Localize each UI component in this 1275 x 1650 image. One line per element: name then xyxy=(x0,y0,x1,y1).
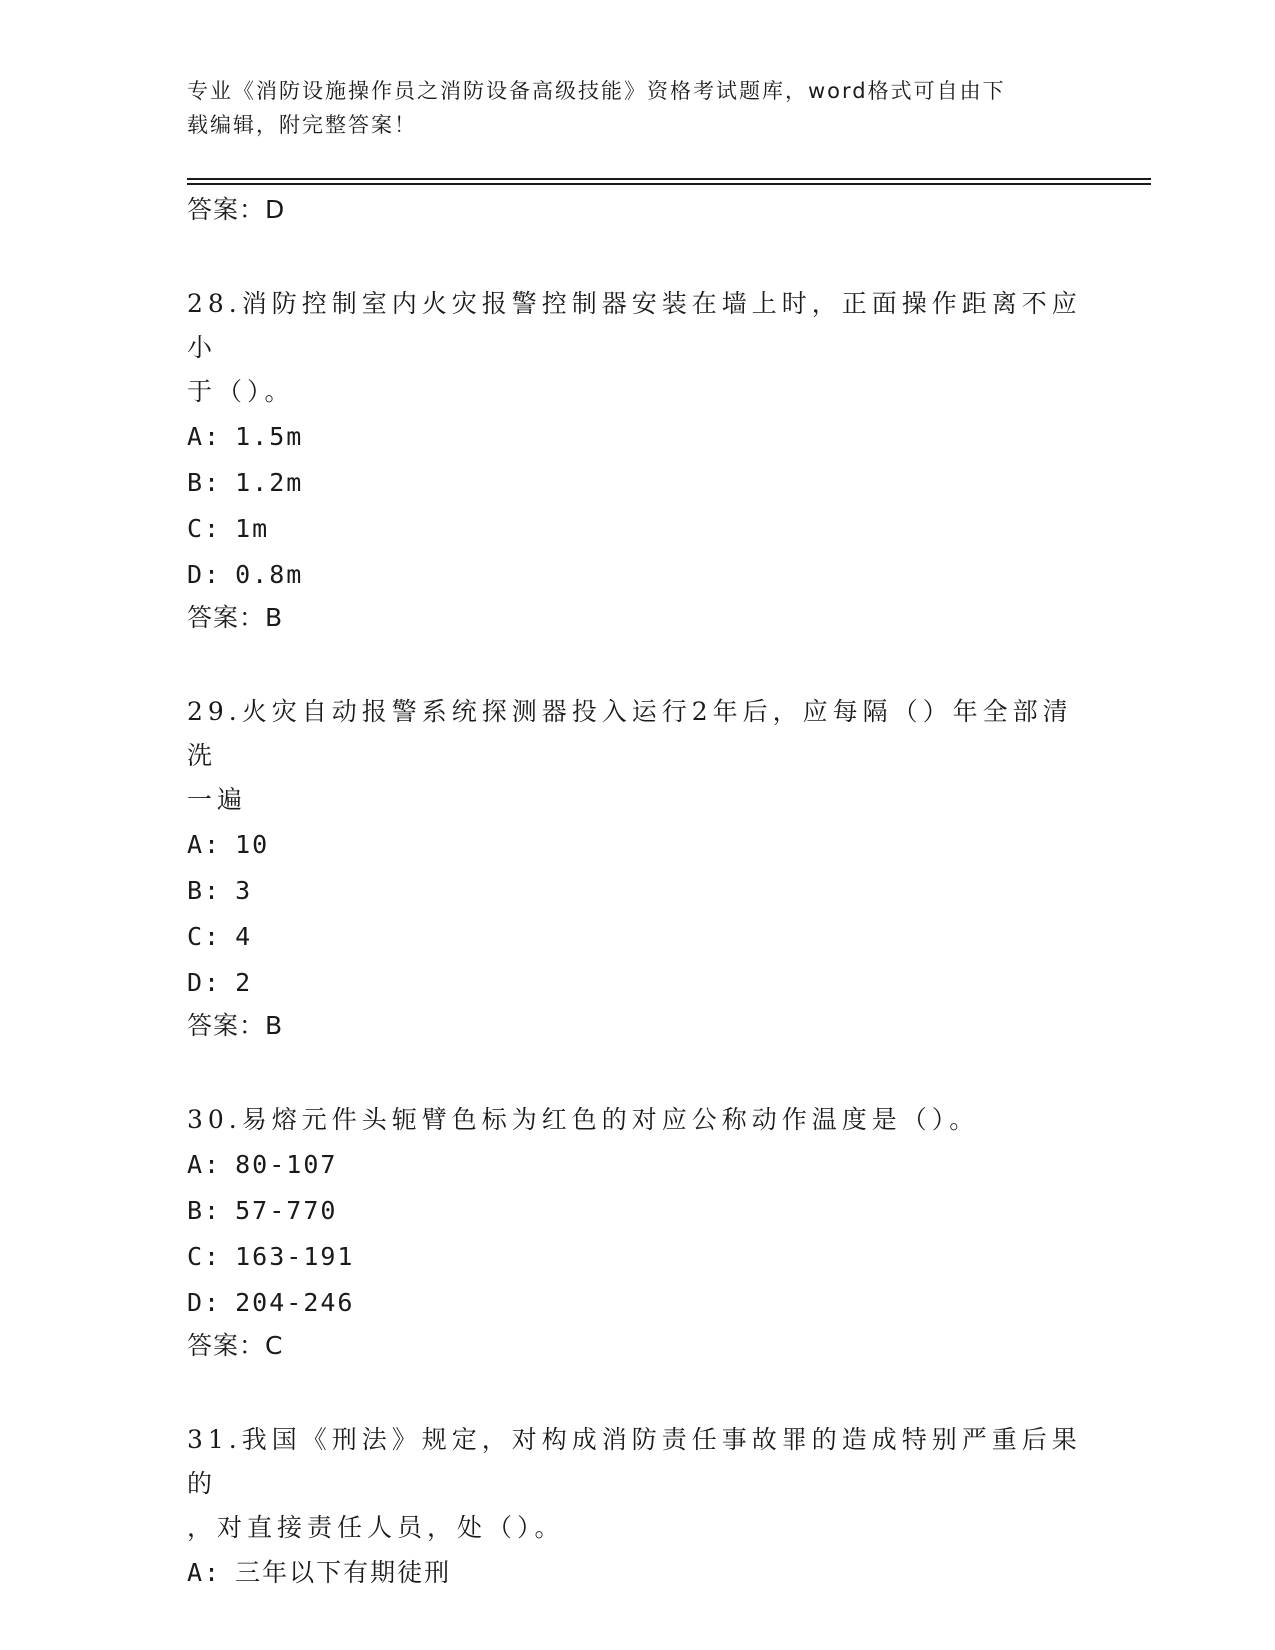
option-value: 0.8m xyxy=(235,560,304,589)
option-d xyxy=(187,960,1087,1006)
option-b xyxy=(187,1188,1087,1234)
question-29 xyxy=(187,690,1087,1046)
option-label: C: xyxy=(187,922,222,951)
question-line-1: 29.火灾自动报警系统探测器投入运行2年后，应每隔（）年全部清洗 xyxy=(187,697,1073,770)
option-b xyxy=(187,868,1087,914)
option-value: 1m xyxy=(235,514,270,543)
question-line-2: 于（）。 xyxy=(187,377,295,406)
option-a xyxy=(187,414,1087,460)
option-a xyxy=(187,1550,1087,1596)
option-c xyxy=(187,506,1087,552)
question-text xyxy=(187,1418,1087,1550)
option-c xyxy=(187,914,1087,960)
option-value: 4 xyxy=(235,922,253,951)
option-label: A: xyxy=(187,1150,222,1179)
option-label: A: xyxy=(187,422,222,451)
option-b xyxy=(187,460,1087,506)
question-line-1: 28.消防控制室内火灾报警控制器安装在墙上时，正面操作距离不应小 xyxy=(187,289,1082,362)
option-label: D: xyxy=(187,1288,222,1317)
option-d xyxy=(187,552,1087,598)
option-label: D: xyxy=(187,968,222,997)
option-a xyxy=(187,1142,1087,1188)
option-value: 3 xyxy=(235,876,253,905)
option-value: 10 xyxy=(235,830,270,859)
option-label: C: xyxy=(187,1242,222,1271)
option-label: D: xyxy=(187,560,222,589)
header-divider-bottom xyxy=(187,183,1151,185)
option-label: C: xyxy=(187,514,222,543)
question-text xyxy=(187,690,1087,822)
option-c xyxy=(187,1234,1087,1280)
question-text xyxy=(187,282,1087,414)
option-label: B: xyxy=(187,468,222,497)
question-31 xyxy=(187,1418,1087,1596)
option-value: 57-770 xyxy=(235,1196,338,1225)
option-value: 1.5m xyxy=(235,422,304,451)
option-value: 163-191 xyxy=(235,1242,355,1271)
option-value: 2 xyxy=(235,968,253,997)
option-a xyxy=(187,822,1087,868)
header-divider-top xyxy=(187,178,1151,180)
option-label: A: xyxy=(187,830,222,859)
question-30 xyxy=(187,1098,1087,1366)
answer-line: 答案：B xyxy=(187,1011,284,1040)
header-line-2: 载编辑，附完整答案！ xyxy=(187,113,417,137)
option-value: 三年以下有期徒刑 xyxy=(235,1558,452,1587)
previous-answer: 答案：D xyxy=(187,195,286,224)
option-label: B: xyxy=(187,1196,222,1225)
document-header xyxy=(187,74,1087,142)
question-list xyxy=(187,190,1087,1596)
question-line-1: 31.我国《刑法》规定，对构成消防责任事故罪的造成特别严重后果的 xyxy=(187,1425,1082,1498)
option-d xyxy=(187,1280,1087,1326)
option-value: 204-246 xyxy=(235,1288,355,1317)
question-text xyxy=(187,1098,1087,1142)
option-label: B: xyxy=(187,876,222,905)
option-value: 80-107 xyxy=(235,1150,338,1179)
answer-line: 答案：B xyxy=(187,603,284,632)
option-label: A: xyxy=(187,1558,222,1587)
question-line-1: 30.易熔元件头轭臂色标为红色的对应公称动作温度是（）。 xyxy=(187,1105,980,1134)
answer-line: 答案：C xyxy=(187,1331,284,1360)
question-line-2: ，对直接责任人员，处（）。 xyxy=(187,1513,565,1542)
option-value: 1.2m xyxy=(235,468,304,497)
header-line-1: 专业《消防设施操作员之消防设备高级技能》资格考试题库，word格式可自由下 xyxy=(187,79,1006,103)
question-line-2: 一遍 xyxy=(187,785,248,814)
question-28 xyxy=(187,282,1087,638)
